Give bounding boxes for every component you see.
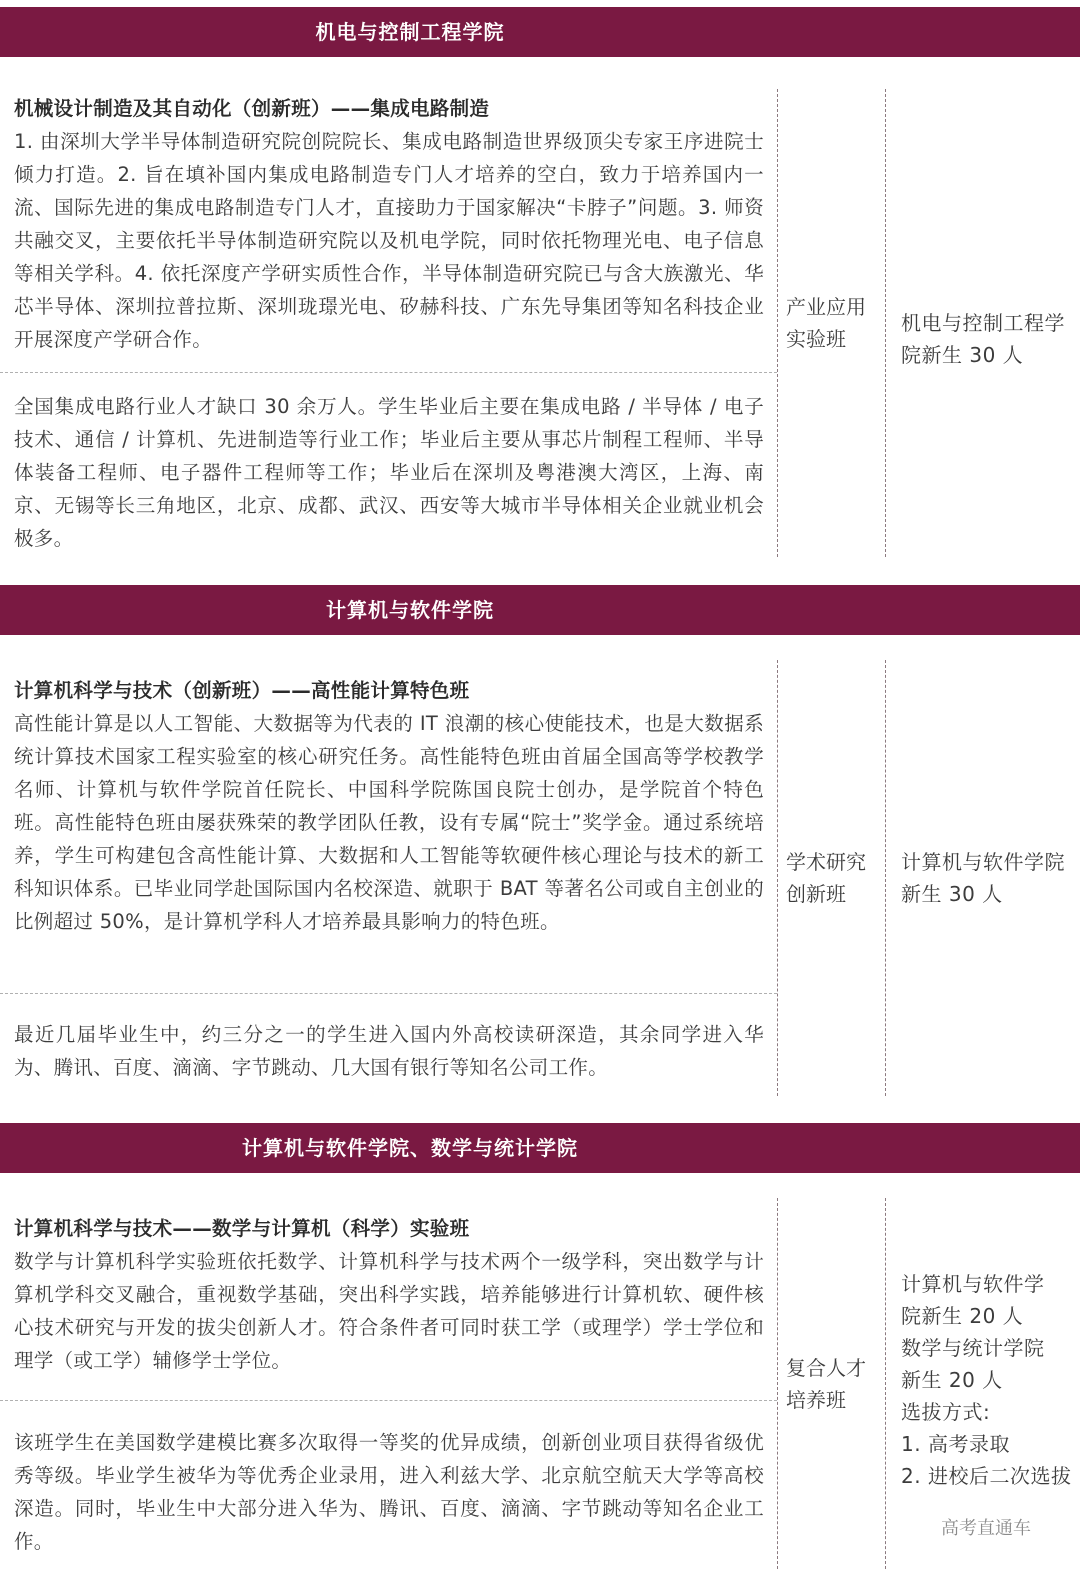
program-description: 数学与计算机科学实验班依托数学、计算机科学与技术两个一级学科，突出数学与计算机学科交叉融合，重视数学基础，突出科学实践，培养能够进行计算机软、硬件核心技术研究与开发的拔尖创新人才。符合条件者可同时获工学（或理学）学士学位和理学（或工学）辅修学士学位。 xyxy=(14,1250,764,1372)
employment-cell xyxy=(14,390,764,555)
program-description-cell xyxy=(14,92,764,356)
enrollment-cell xyxy=(901,660,1076,1096)
enrollment-line: 新生 20 人 xyxy=(901,1368,1003,1392)
row-divider xyxy=(0,372,777,373)
class-type-cell xyxy=(786,660,878,1096)
enrollment-line: 院新生 20 人 xyxy=(901,1304,1024,1328)
section-header-band xyxy=(0,1123,1080,1173)
section-title: 机电与控制工程学院 xyxy=(315,20,505,44)
column-divider xyxy=(777,89,778,557)
enrollment: 计算机与软件学院新生 30 人 xyxy=(901,850,1065,906)
enrollment: 机电与控制工程学院新生 30 人 xyxy=(901,311,1065,367)
section-header-band xyxy=(0,585,1080,635)
enrollment-list xyxy=(901,1268,1071,1492)
class-type: 学术研究创新班 xyxy=(786,850,866,906)
enrollment-line: 选拔方式: xyxy=(901,1400,991,1424)
program-description: 高性能计算是以人工智能、大数据等为代表的 IT 浪潮的核心使能技术，也是大数据系统计算技术国家工程实验室的核心研究任务。高性能特色班由首届全国高等学校教学名师、计算机与软件学院首任院长、中国科学院陈国良院士创办，是学院首个特色班。高性能特色班由屡获殊荣的教学团队任教，设有专属“院士”奖学金。通过系统培养，学生可构建包含高性能计算、大数据和人工智能等软硬件核心理论与技术的新工科知识体系。已毕业同学赴国际国内名校深造、就职于 BAT 等著名公司或自主创业的比例超过 50%，是计算机学科人才培养最具影响力的特色班。 xyxy=(14,712,764,933)
column-divider xyxy=(777,1198,778,1569)
enrollment-cell xyxy=(901,89,1076,589)
program-title: 机械设计制造及其自动化（创新班）——集成电路制造 xyxy=(14,97,490,120)
section-header-band xyxy=(0,7,1080,57)
enrollment-line: 计算机与软件学 xyxy=(901,1272,1045,1296)
employment-text: 全国集成电路行业人才缺口 30 余万人。学生毕业后主要在集成电路 / 半导体 / 电子技术、通信 / 计算机、先进制造等行业工作；毕业后主要从事芯片制程工程师、半导体装备工程师、电子器件工程师等工作；毕业后在深圳及粤港澳大湾区，上海、南京、无锡等长三角地区，北京、成都、武汉、西安等大城市半导体相关企业就业机会极多。 xyxy=(14,395,764,550)
row-divider xyxy=(0,1400,777,1401)
class-type: 复合人才培养班 xyxy=(786,1355,866,1412)
class-type: 产业应用实验班 xyxy=(786,295,866,351)
enrollment-cell xyxy=(901,1268,1076,1500)
program-description-cell xyxy=(14,1212,764,1377)
program-description-cell xyxy=(14,674,764,938)
program-title: 计算机科学与技术（创新班）——高性能计算特色班 xyxy=(14,679,470,702)
section-title: 计算机与软件学院 xyxy=(326,598,494,622)
section-title: 计算机与软件学院、数学与统计学院 xyxy=(242,1136,578,1160)
enrollment-line: 2. 进校后二次选拔 xyxy=(901,1464,1072,1488)
employment-text: 最近几届毕业生中，约三分之一的学生进入国内外高校读研深造，其余同学进入华为、腾讯、百度、滴滴、字节跳动、几大国有银行等知名公司工作。 xyxy=(14,1023,764,1079)
column-divider xyxy=(885,89,886,557)
program-title: 计算机科学与技术——数学与计算机（科学）实验班 xyxy=(14,1217,470,1240)
class-type-cell xyxy=(786,89,878,557)
enrollment-line: 1. 高考录取 xyxy=(901,1432,1010,1456)
employment-cell xyxy=(14,1426,764,1558)
column-divider xyxy=(885,1198,886,1569)
employment-text: 该班学生在美国数学建模比赛多次取得一等奖的优异成绩，创新创业项目获得省级优秀等级。毕业学生被华为等优秀企业录用，进入利兹大学、北京航空航天大学等高校深造。同时，毕业生中大部分进入华为、腾讯、百度、滴滴、字节跳动等知名企业工作。 xyxy=(14,1431,764,1553)
class-type-cell xyxy=(786,1198,878,1569)
row-divider xyxy=(0,993,777,994)
watermark: 高考直通车 xyxy=(941,1518,1031,1539)
enrollment-line: 数学与统计学院 xyxy=(901,1336,1045,1360)
employment-cell xyxy=(14,1018,764,1084)
column-divider xyxy=(777,660,778,1096)
program-description: 1. 由深圳大学半导体制造研究院创院院长、集成电路制造世界级顶尖专家王序进院士倾力打造。2. 旨在填补国内集成电路制造专门人才培养的空白，致力于培养国内一流、国际先进的集成电路制造专门人才，直接助力于国家解决“卡脖子”问题。3. 师资共融交叉，主要依托半导体制造研究院以及机电学院，同时依托物理光电、电子信息等相关学科。4. 依托深度产学研实质性合作，半导体制造研究院已与含大族激光、华芯半导体、深圳拉普拉斯、深圳珑璟光电、矽赫科技、广东先导集团等知名科技企业开展深度产学研合作。 xyxy=(14,130,764,351)
column-divider xyxy=(885,660,886,1096)
